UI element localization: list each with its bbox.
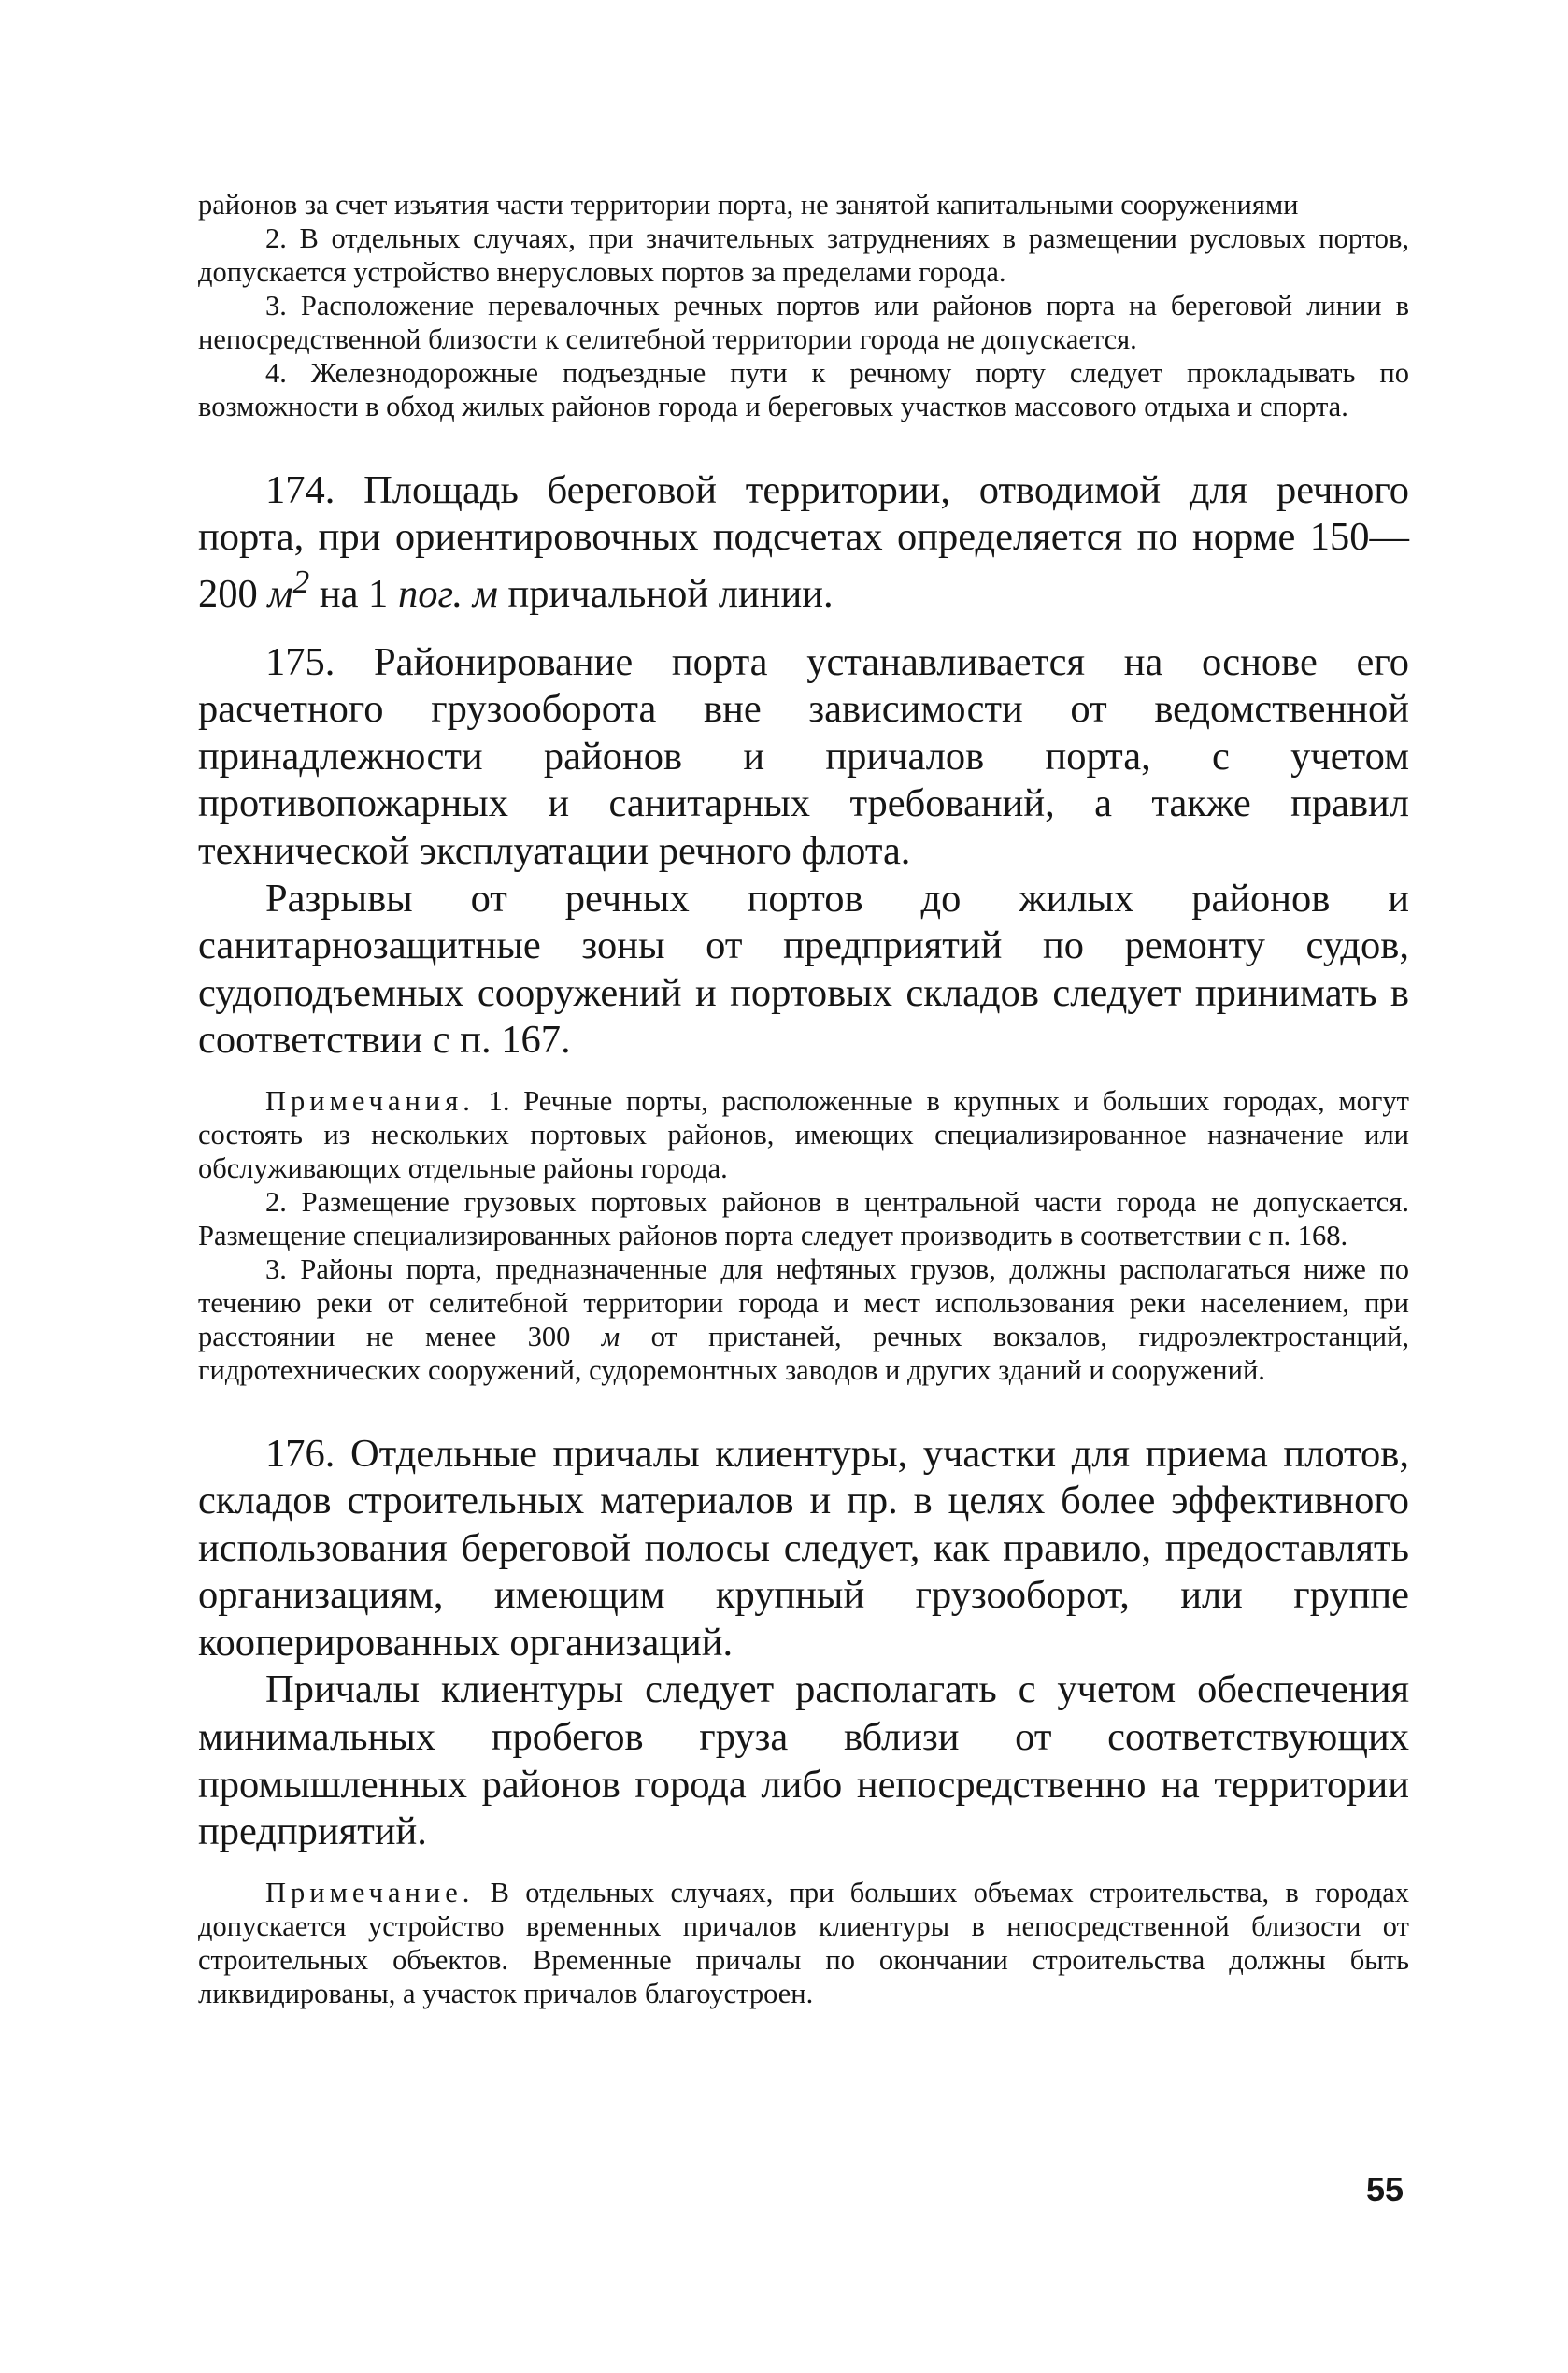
note-3-text-b: от пристаней, речных вокзалов, гидроэлектростанций, гидротехнических сооружений, судоремонтных заводов и других зданий и сооружений. [198,1320,1410,1386]
page-number: 55 [1366,2170,1404,2209]
note-1-text: 1. Речные порты, расположенные в крупных и больших городах, могут состоять из нескольких портовых районов, имеющих специализированное назначение или обслуживающих отдельные районы города. [198,1084,1409,1184]
note-label: Примечание. [265,1876,475,1908]
notes-label: Примечания. [265,1084,475,1117]
intro-item-4: 4. Железнодорожные подъездные пути к речному порту следует прокладывать по возможности в обход жилых районов города и береговых участков массового отдыха и спорта. [198,356,1409,422]
p174-text-a: 174. Площадь береговой территории, отводимой для речного порта, при ориентировочных подсчетах определяется по норме 150—200 [198,467,1409,617]
intro-item-3: 3. Расположение перевалочных речных портов или районов порта на береговой линии в непосредственной близости к селитебной территории города не допускается. [198,289,1409,355]
note-176-text: В отдельных случаях, при больших объемах строительства, в городах допускается устройство временных причалов клиентуры в непосредственной близости от строительных объектов. Временные причалы по окончании строительства должны быть ликвидированы, а участок причалов благоустроен. [198,1876,1410,2009]
note-175-3 [198,1253,1409,1388]
note-175-2: 2. Размещение грузовых портовых районов в центральной части города не допускается. Размещение специализированных районов порта следует производить в соответствии с п. 168. [198,1185,1409,1251]
paragraph-175: 175. Районирование порта устанавливается на основе его расчетного грузооборота вне зависимости от ведомственной принадлежности районов и причалов порта, с учетом противопожарных и санитарных требований, а также правил технической эксплуатации речного флота. [198,639,1409,873]
p174-unit-sup: 2 [292,563,310,601]
p174-unit-area: м [267,572,293,617]
paragraph-174 [198,467,1409,619]
p174-text-c: причальной линии. [507,572,834,617]
text-column [198,189,1409,2011]
note-3-unit: м [601,1320,620,1352]
paragraph-176-clients: Причалы клиентуры следует располагать с учетом обеспечения минимальных пробегов груза вблизи от соответствующих промышленных районов города либо непосредственно на территории предприятий. [198,1667,1409,1854]
p174-unit-length: пог. м [397,572,498,617]
intro-item-2: 2. В отдельных случаях, при значительных затруднениях в размещении русловых портов, допускается устройство внерусловых портов за пределами города. [198,222,1409,288]
paragraph-175-distances: Разрывы от речных портов до жилых районов и санитарнозащитные зоны от предприятий по ремонту судов, судоподъемных сооружений и портовых складов следует принимать в соответствии с п. 167. [198,876,1409,1063]
p174-text-b: на 1 [319,572,389,617]
note-176 [198,1877,1409,2011]
intro-continuation: районов за счет изъятия части территории порта, не занятой капитальными сооружениями [198,189,1299,221]
note-3-text-a: 3. Районы порта, предназначенные для нефтяных грузов, должны располагаться ниже по течению реки от селитебной территории города и мест использования реки населением, при расстоянии не менее 300 [198,1252,1409,1352]
note-175-1 [198,1085,1409,1186]
paragraph-176: 176. Отдельные причалы клиентуры, участки для приема плотов, складов строительных материалов и пр. в целях более эффективного использования береговой полосы следует, как правило, предоставлять организациям, имеющим крупный грузооборот, или группе кооперированных организаций. [198,1431,1409,1665]
